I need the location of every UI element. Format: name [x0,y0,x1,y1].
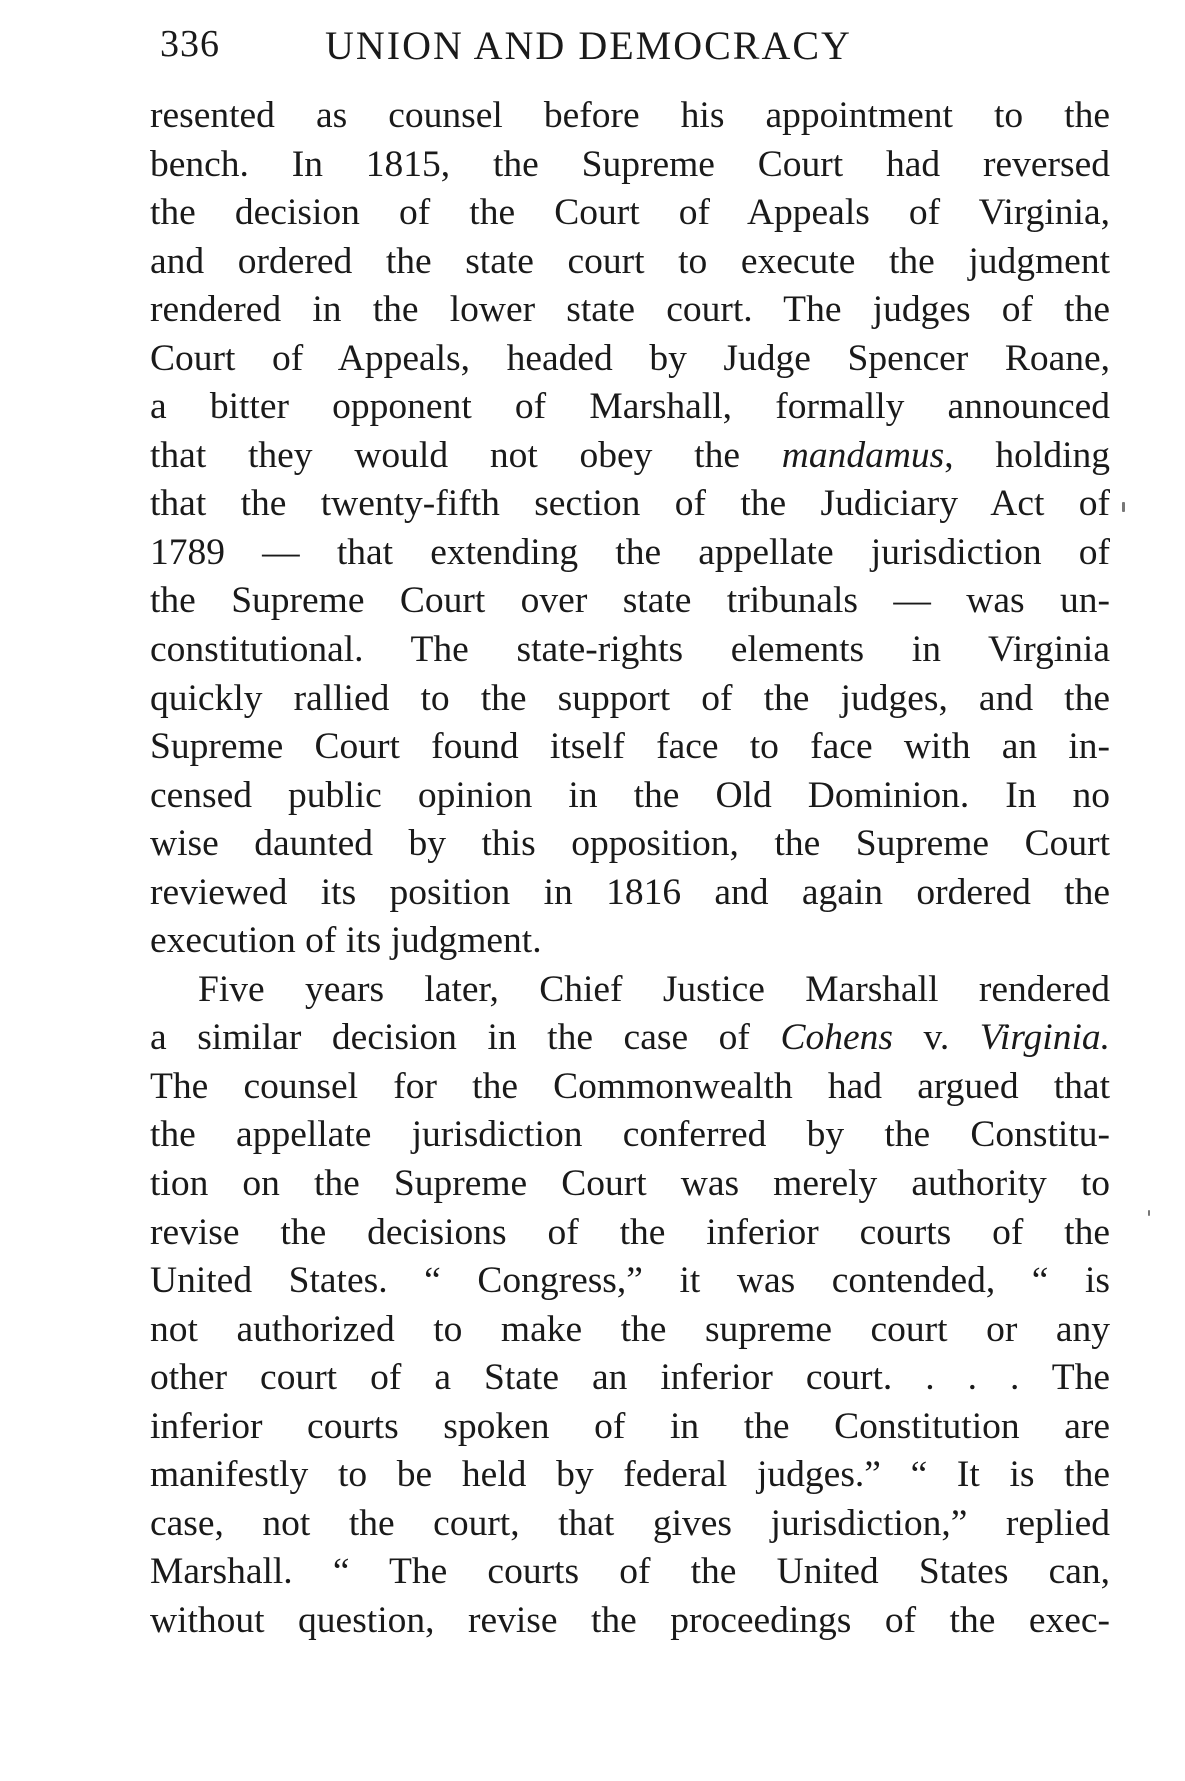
text-line: not authorized to make the supreme court or any [150,1308,1110,1350]
scan-speck [1148,1210,1150,1216]
page-number: 336 [160,23,220,65]
text-line: rendered in the lower state court. The judges of the [150,289,1110,331]
text-line [150,1014,1110,1063]
text-line: without question, revise the proceedings of the exec- [150,1599,1110,1641]
text-line: the decision of the Court of Appeals of Virginia, [150,192,1110,234]
body-text [150,92,1110,1646]
text-line: other court of a State an inferior court. . . . The [150,1357,1110,1399]
text-line: and ordered the state court to execute the judgment [150,240,1110,282]
running-head [160,14,1060,74]
text-line: the Supreme Court over state tribunals — was un- [150,580,1110,622]
text-line: execution of its judgment. [150,920,542,962]
text-line: wise daunted by this opposition, the Supreme Court [150,823,1110,865]
text-line: revise the decisions of the inferior courts of the [150,1211,1110,1253]
text-line: manifestly to be held by federal judges.” “ It is the [150,1454,1110,1496]
text-line: resented as counsel before his appointment to the [150,95,1110,136]
text-segment: a similar decision in the case of [150,1017,781,1059]
text-line: Supreme Court found itself face to face with an in- [150,726,1110,768]
text-line: constitutional. The state-rights elements in Virginia [150,629,1110,671]
text-line: quickly rallied to the support of the judges, and the [150,677,1110,719]
text-segment: v. [892,1017,980,1059]
text-line: Marshall. “ The courts of the United States can, [150,1551,1110,1593]
text-line: case, not the court, that gives jurisdiction,” replied [150,1502,1110,1544]
text-segment: , holding [944,434,1111,476]
case-name-italic: Cohens [780,1017,893,1059]
case-name-italic: Virginia. [979,1017,1110,1059]
text-line: Five years later, Chief Justice Marshall rendered [198,968,1110,1010]
text-line [150,432,1110,481]
text-line: bench. In 1815, the Supreme Court had reversed [150,143,1110,185]
text-line: United States. “ Congress,” it was contended, “ is [150,1260,1110,1302]
text-line: the appellate jurisdiction conferred by the Constitu- [150,1114,1110,1156]
text-line: censed public opinion in the Old Dominion. In no [150,774,1110,816]
text-line: tion on the Supreme Court was merely authority to [150,1163,1110,1205]
text-line: inferior courts spoken of in the Constitution are [150,1405,1110,1447]
text-segment: that they would not obey the [150,434,782,476]
text-line: Court of Appeals, headed by Judge Spencer Roane, [150,337,1110,379]
text-line: The counsel for the Commonwealth had argued that [150,1065,1110,1107]
scan-speck [1122,502,1125,512]
text-line: a bitter opponent of Marshall, formally announced [150,386,1110,428]
text-line: 1789 — that extending the appellate jurisdiction of [150,531,1110,573]
text-line: reviewed its position in 1816 and again ordered the [150,871,1110,913]
italic-term: mandamus [781,434,945,476]
text-line: that the twenty-fifth section of the Judiciary Act of [150,483,1110,525]
page-header-title: UNION AND DEMOCRACY [325,23,852,68]
